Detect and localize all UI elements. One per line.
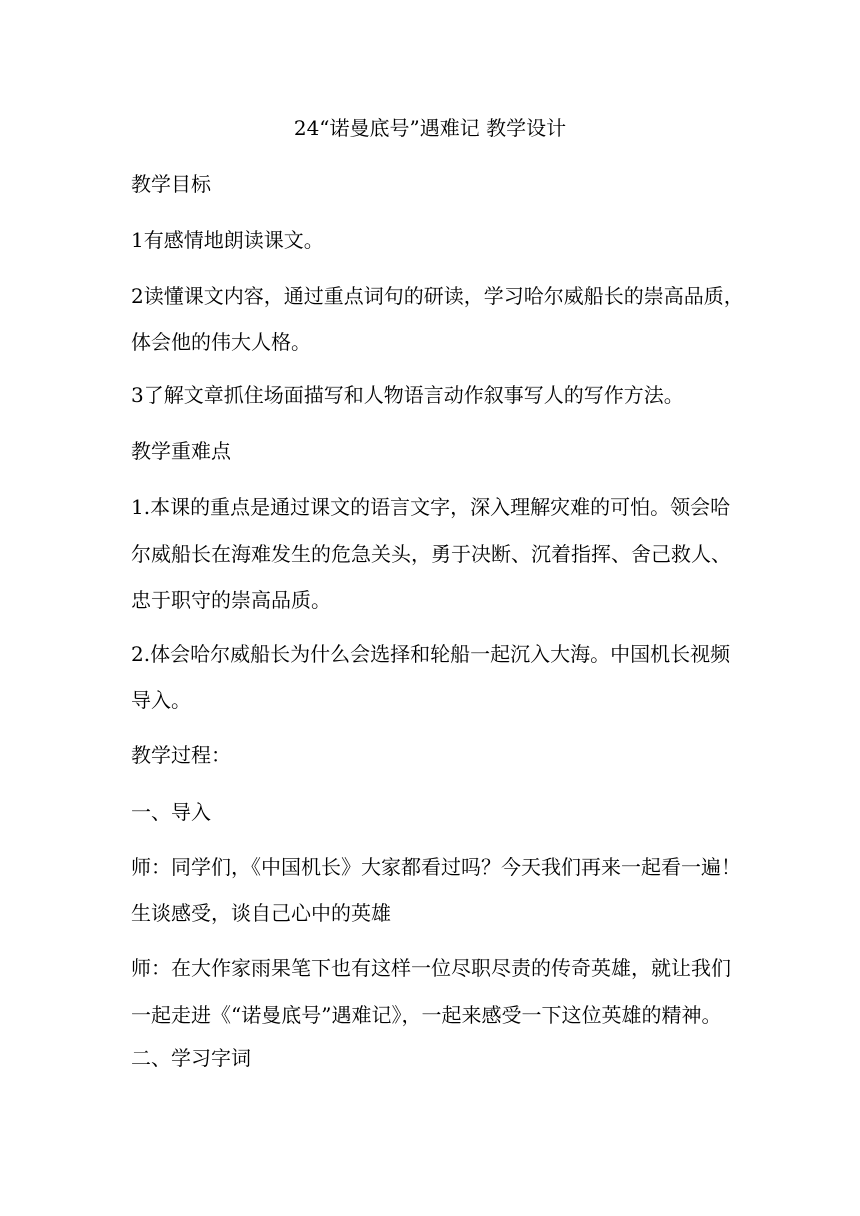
key-point-1-line-1: 1.本课的重点是通过课文的语言文字，深入理解灾难的可怕。领会哈 — [131, 495, 731, 519]
key-point-2-line-2: 导入。 — [131, 688, 191, 712]
document-title: 24“诺曼底号”遇难记 教学设计 — [293, 116, 567, 140]
section-heading-objectives: 教学目标 — [131, 172, 211, 196]
section-heading-process: 教学过程： — [131, 743, 231, 767]
intro-line-3: 师：在大作家雨果笔下也有这样一位尽职尽责的传奇英雄，就让我们 — [131, 956, 731, 980]
intro-line-1: 师：同学们，《中国机长》大家都看过吗？今天我们再来一起看一遍！ — [131, 855, 741, 879]
objective-1: 1有感情地朗读课文。 — [131, 228, 324, 252]
objective-2-line-2: 体会他的伟大人格。 — [131, 330, 311, 354]
objective-3: 3了解文章抓住场面描写和人物语言动作叙事写人的写作方法。 — [131, 383, 684, 407]
key-point-2-line-1: 2.体会哈尔威船长为什么会选择和轮船一起沉入大海。中国机长视频 — [131, 642, 731, 666]
intro-line-4: 一起走进《“诺曼底号”遇难记》，一起来感受一下这位英雄的精神。 — [131, 1003, 722, 1027]
objective-2-line-1: 2读懂课文内容，通过重点词句的研读，学习哈尔威船长的崇高品质， — [131, 284, 744, 308]
key-point-1-line-2: 尔威船长在海难发生的危急关头，勇于决断、沉着指挥、舍己救人、 — [131, 542, 731, 566]
step-heading-vocabulary: 二、学习字词 — [131, 1046, 251, 1070]
step-heading-intro: 一、导入 — [131, 800, 211, 824]
key-point-1-line-3: 忠于职守的崇高品质。 — [131, 588, 331, 612]
section-heading-key-points: 教学重难点 — [131, 439, 231, 463]
intro-line-2: 生谈感受，谈自己心中的英雄 — [131, 901, 391, 925]
